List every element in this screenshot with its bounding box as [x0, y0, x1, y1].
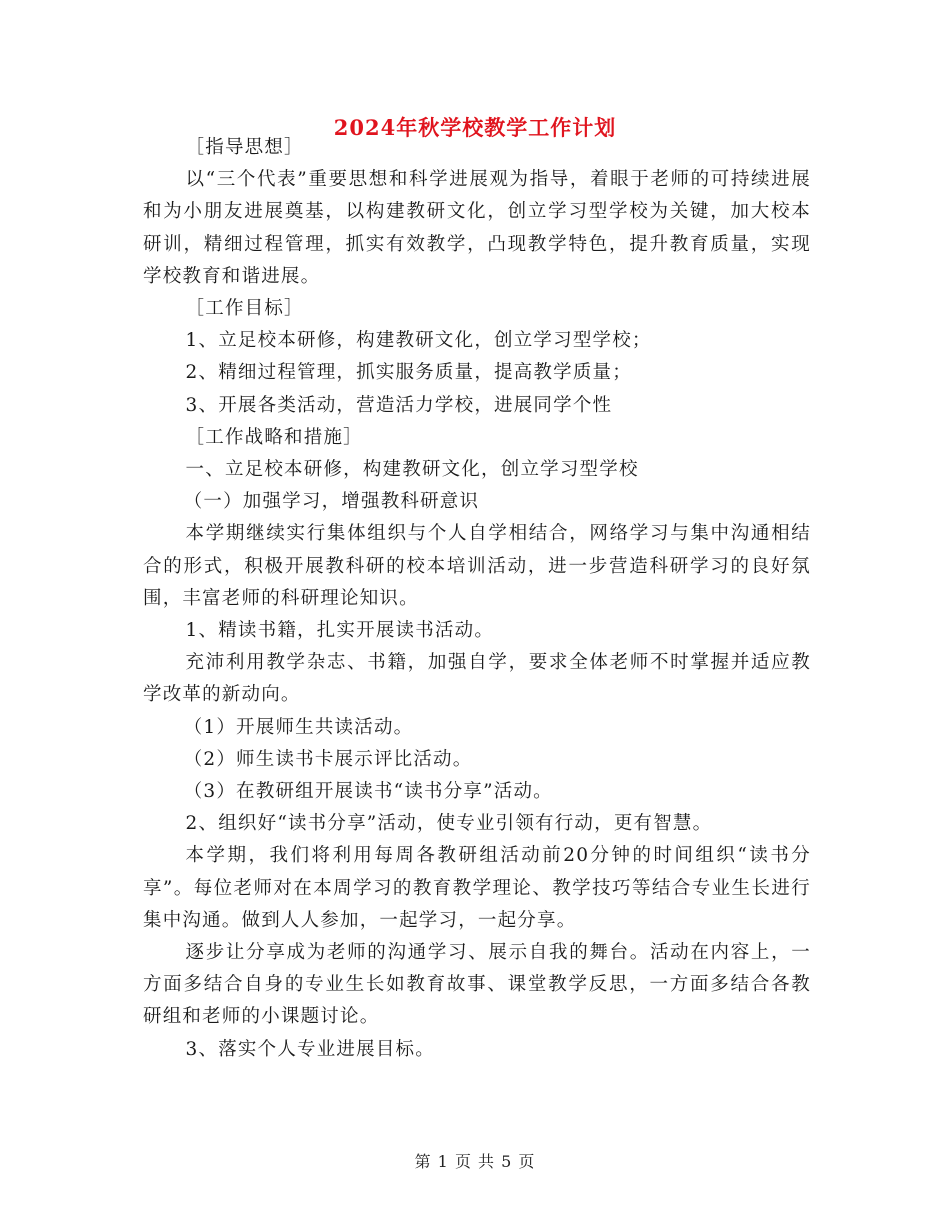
list-item: （2）师生读书卡展示评比活动。 [183, 748, 473, 770]
document-body [143, 132, 811, 1066]
list-item: 2、精细过程管理，抓实服务质量，提高教学质量； [185, 362, 632, 384]
list-item: （3）在教研组开展读书“读书分享”活动。 [183, 781, 553, 803]
list-item: 3、开展各类活动，营造活力学校，进展同学个性 [185, 394, 613, 416]
page-footer: 第 1 页 共 5 页 [414, 1152, 536, 1171]
subsection-heading: 一、立足校本研修，构建教研文化，创立学习型学校 [185, 459, 639, 481]
document-title: 2024年秋学校教学工作计划 [333, 115, 617, 140]
list-item: 3、落实个人专业进展目标。 [185, 1038, 435, 1060]
paragraph: 本学期继续实行集体组织与个人自学相结合，网络学习与集中沟通相结合的形式，积极开展教科研的校本培训活动，进一步营造科研学习的良好氛围，丰富老师的科研理论知识。 [143, 523, 811, 609]
list-item: （1）开展师生共读活动。 [183, 716, 414, 738]
section-heading-work-goals: ［工作目标］ [185, 298, 304, 320]
list-item: 2、组织好“读书分享”活动，使专业引领有行动，更有智慧。 [185, 813, 713, 835]
paragraph: 本学期，我们将利用每周各教研组活动前20分钟的时间组织“读书分享”。每位老师对在本周学习的教育教学理论、教学技巧等结合专业生长进行集中沟通。做到人人参加，一起学习，一起分享。 [143, 845, 811, 931]
list-item: 1、精读书籍，扎实开展读书活动。 [185, 620, 495, 642]
section-heading-strategy: ［工作战略和措施］ [185, 426, 363, 448]
paragraph: 逐步让分享成为老师的沟通学习、展示自我的舞台。活动在内容上，一方面多结合自身的专业生长如教育故事、课堂教学反思，一方面多结合各教研组和老师的小课题讨论。 [143, 942, 811, 1028]
subsection-heading: （一）加强学习，增强教科研意识 [183, 491, 480, 513]
paragraph: 充沛利用教学杂志、书籍，加强自学，要求全体老师不时掌握并适应教学改革的新动向。 [143, 652, 811, 706]
paragraph: 以“三个代表”重要思想和科学进展观为指导，着眼于老师的可持续进展和为小朋友进展奠基，以构建教研文化，创立学习型学校为关键，加大校本研训，精细过程管理，抓实有效教学，凸现教学特色，提升教育质量，实现学校教育和谐进展。 [143, 169, 811, 287]
list-item: 1、立足校本研修，构建教研文化，创立学习型学校； [185, 330, 652, 352]
section-heading-guiding-ideology: ［指导思想］ [185, 137, 304, 158]
